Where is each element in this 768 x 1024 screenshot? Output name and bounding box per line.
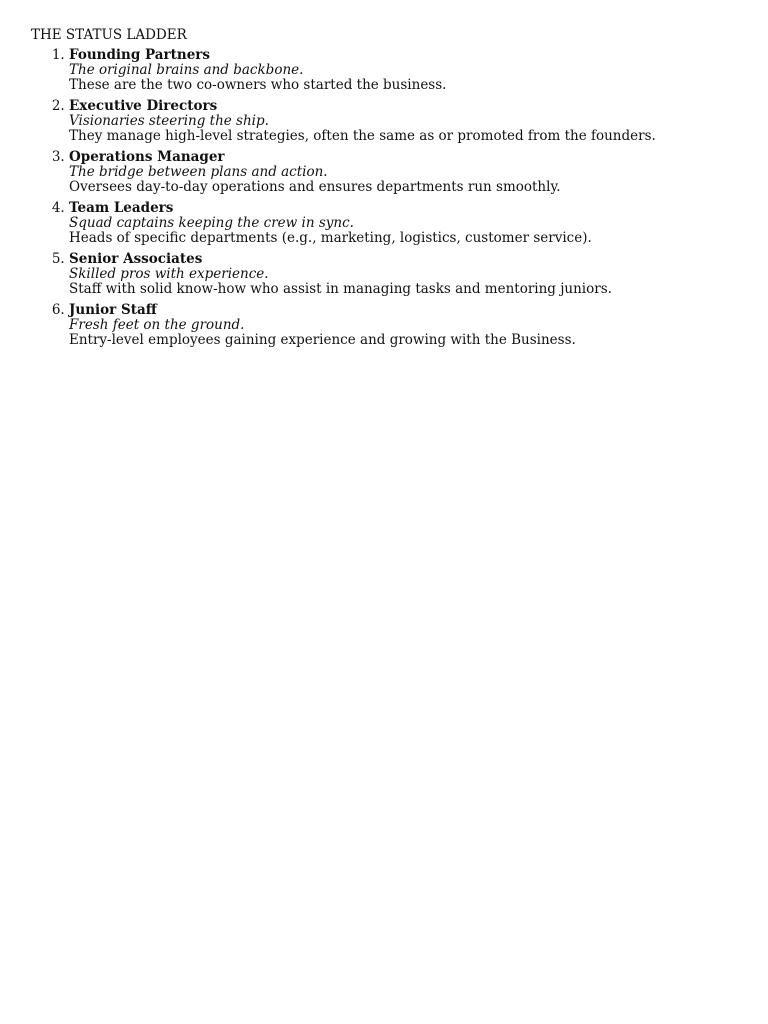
- item-tagline: Fresh feet on the ground.: [69, 317, 245, 333]
- list-item-executive-directors: [69, 99, 768, 144]
- item-tagline: The original brains and backbone.: [69, 62, 304, 78]
- list-item-founding-partners: [69, 48, 768, 93]
- item-tagline: Visionaries steering the ship.: [69, 113, 269, 129]
- item-name: 1. Founding Partners: [69, 47, 211, 63]
- list-item-junior-staff: [69, 303, 768, 348]
- item-tagline: Skilled pros with experience.: [69, 266, 269, 282]
- item-description: Oversees day-to-day operations and ensures departments run smoothly.: [69, 179, 561, 195]
- document-title: THE STATUS LADDER: [31, 27, 187, 43]
- status-ladder-list: [31, 48, 768, 348]
- list-item-operations-manager: [69, 150, 768, 195]
- item-description: They manage high-level strategies, often the same as or promoted from the founders.: [69, 128, 656, 144]
- item-name: 4. Team Leaders: [69, 200, 174, 216]
- item-tagline: The bridge between plans and action.: [69, 164, 328, 180]
- item-name: 2. Executive Directors: [69, 98, 218, 114]
- list-item-team-leaders: [69, 201, 768, 246]
- item-description: Heads of specific departments (e.g., marketing, logistics, customer service).: [69, 230, 592, 246]
- item-description: Entry-level employees gaining experience and growing with the Business.: [69, 332, 576, 348]
- list-item-senior-associates: [69, 252, 768, 297]
- item-name: 5. Senior Associates: [69, 251, 203, 267]
- item-description: These are the two co-owners who started the business.: [69, 77, 447, 93]
- item-name: 3. Operations Manager: [69, 149, 225, 165]
- item-description: Staff with solid know-how who assist in managing tasks and mentoring juniors.: [69, 281, 612, 297]
- item-name: 6. Junior Staff: [69, 302, 157, 318]
- item-tagline: Squad captains keeping the crew in sync.: [69, 215, 354, 231]
